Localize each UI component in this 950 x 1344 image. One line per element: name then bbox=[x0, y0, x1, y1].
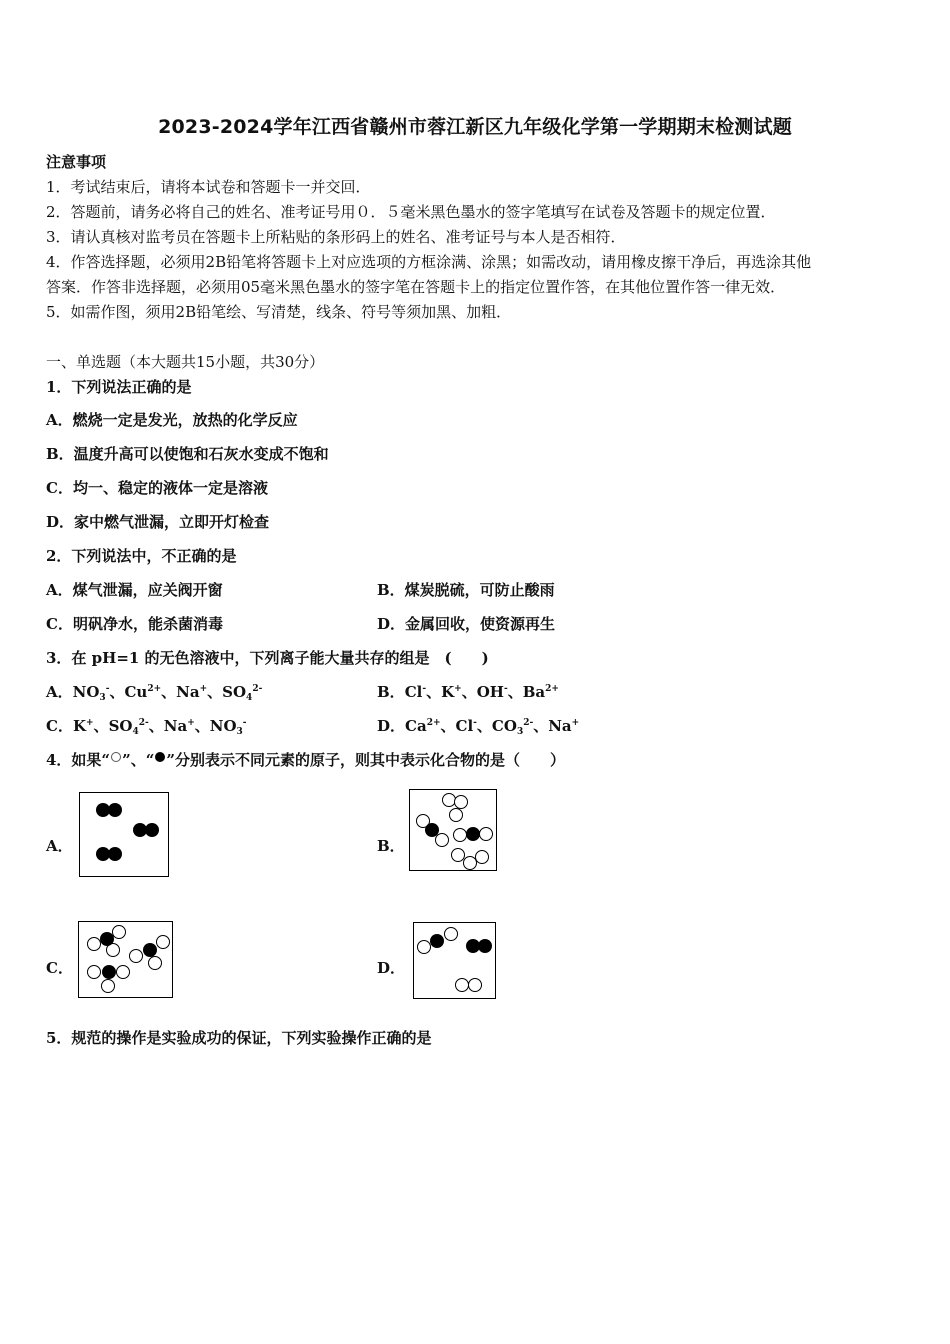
q3-stem: 3．在 pH=1 的无色溶液中，下列离子能大量共存的组是 ( ) bbox=[46, 649, 489, 667]
q2-option-c: C．明矾净水，能杀菌消毒 bbox=[46, 615, 223, 633]
notice-item-4-cont: 答案．作答非选择题，必须用05毫米黑色墨水的签字笔在答题卡上的指定位置作答，在其他位置作答一律无效． bbox=[46, 278, 786, 296]
molecule-diagram-d bbox=[414, 923, 495, 998]
page-title: 2023-2024学年江西省赣州市蓉江新区九年级化学第一学期期末检测试题 bbox=[158, 116, 792, 138]
white-atom-icon bbox=[111, 752, 121, 762]
q1-stem: 1．下列说法正确的是 bbox=[46, 378, 192, 396]
molecule-diagram-b bbox=[410, 790, 496, 870]
molecule-diagram-a bbox=[80, 793, 168, 876]
notice-item-1: 1．考试结束后，请将本试卷和答题卡一并交回． bbox=[46, 178, 371, 196]
q4-diagram-a bbox=[79, 792, 169, 877]
notice-item-3: 3．请认真核对监考员在答题卡上所粘贴的条形码上的姓名、准考证号与本人是否相符． bbox=[46, 228, 626, 246]
q3-option-d: D．$Ca^{2+}$、Cl-、$CO_3^{2-}$、Na+ bbox=[377, 717, 580, 737]
q2-stem: 2．下列说法中，不正确的是 bbox=[46, 547, 237, 565]
q3-option-b: B．Cl-、K+、OH-、$Ba^{2+}$ bbox=[377, 683, 559, 701]
q4-stem: 4．如果“ ”、“ ”分别表示不同元素的原子，则其中表示化合物的是（ ） bbox=[46, 751, 565, 769]
q3-option-a: A．$NO_3^-$、$Cu^{2+}$、Na+、$SO_4^{2-}$ bbox=[46, 683, 263, 703]
notice-item-4: 4．作答选择题，必须用2B铅笔将答题卡上对应选项的方框涂满、涂黑；如需改动，请用橡皮擦干净后，再选涂其他 bbox=[46, 253, 812, 271]
q4-label-b: B． bbox=[377, 837, 405, 855]
black-atom-icon bbox=[155, 752, 165, 762]
molecule-diagram-c bbox=[79, 922, 172, 997]
q1-option-d: D．家中燃气泄漏，立即开灯检查 bbox=[46, 513, 270, 531]
notice-item-2: 2．答题前，请务必将自己的姓名、准考证号用０．５毫米黑色墨水的签字笔填写在试卷及答题卡的规定位置． bbox=[46, 203, 776, 221]
q5-stem: 5．规范的操作是实验成功的保证，下列实验操作正确的是 bbox=[46, 1029, 432, 1047]
q4-diagram-d bbox=[413, 922, 496, 999]
q4-label-a: A． bbox=[46, 837, 73, 855]
q1-option-c: C．均一、稳定的液体一定是溶液 bbox=[46, 479, 268, 497]
q4-label-d: D． bbox=[377, 959, 406, 977]
q4-diagram-c bbox=[78, 921, 173, 998]
q2-option-a: A．煤气泄漏，应关阀开窗 bbox=[46, 581, 223, 599]
q1-option-b: B．温度升高可以使饱和石灰水变成不饱和 bbox=[46, 445, 329, 463]
notice-item-5: 5．如需作图，须用2B铅笔绘、写清楚，线条、符号等须加黑、加粗． bbox=[46, 303, 512, 321]
q2-option-d: D．金属回收，使资源再生 bbox=[377, 615, 556, 633]
notice-heading: 注意事项 bbox=[46, 153, 107, 171]
q4-diagram-b bbox=[409, 789, 497, 871]
q2-option-b: B．煤炭脱硫，可防止酸雨 bbox=[377, 581, 555, 599]
q4-label-c: C． bbox=[46, 959, 73, 977]
section-heading: 一、单选题（本大题共15小题，共30分） bbox=[46, 353, 325, 371]
q1-option-a: A．燃烧一定是发光，放热的化学反应 bbox=[46, 411, 298, 429]
q3-option-c: C．K+、$SO_4^{2-}$、Na+、$NO_3^-$ bbox=[46, 717, 247, 737]
